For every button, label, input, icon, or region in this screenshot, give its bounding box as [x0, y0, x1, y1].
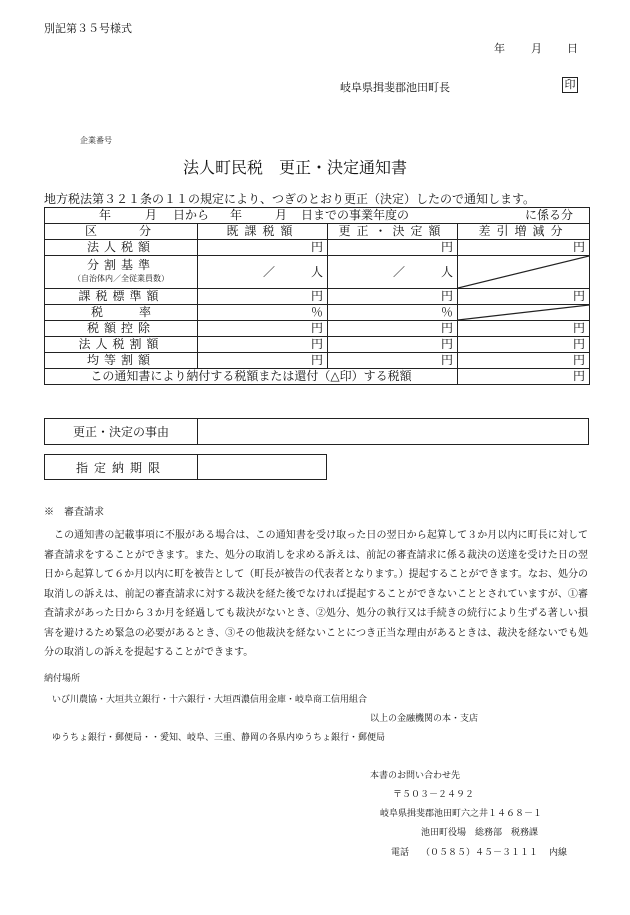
payment-label: 納付場所: [44, 674, 81, 684]
payment-line1: いび川農協・大垣共立銀行・十六銀行・大垣西濃信用金庫・岐阜商工信用組合: [52, 695, 368, 705]
cell-corrected: ／ 人: [328, 256, 458, 289]
cell-existing: ％: [198, 305, 328, 321]
row-sublabel: （自治体内／全従業員数）: [73, 274, 169, 283]
diagonal-line: [458, 305, 589, 320]
date-month-label: 月: [531, 42, 542, 55]
contact-label: 本書のお問い合わせ先: [370, 771, 461, 781]
period-month1: 月: [145, 208, 158, 222]
payment-line3: ゆうちょ銀行・郵便局・・愛知、岐阜、三重、静岡の各県内ゆうちょ銀行・郵便局: [52, 733, 386, 743]
period-row: [45, 208, 590, 224]
contact-postal: 〒５０３－２４９２: [393, 790, 475, 800]
date-day-label: 日: [567, 42, 578, 55]
deadline-box: [44, 454, 327, 480]
period-year1: 年: [99, 208, 112, 222]
row-label: 税 率: [45, 305, 198, 321]
header-existing: 既課税額: [198, 224, 328, 240]
row-label: 法人税額: [45, 240, 198, 256]
table-row: [45, 321, 590, 337]
table-row: [45, 337, 590, 353]
row-label-apportion: [45, 256, 198, 289]
contact-office: 池田町役場 総務部 税務課: [421, 828, 539, 838]
period-month2: 月: [275, 208, 288, 222]
row-label: 税額控除: [45, 321, 198, 337]
cell-existing: 円: [198, 353, 328, 369]
cell-corrected: 円: [328, 353, 458, 369]
payment-line2: 以上の金融機関の本・支店: [370, 714, 479, 724]
cell-existing: 円: [198, 240, 328, 256]
table-row: [45, 256, 590, 289]
appeal-heading: ※ 審査請求: [44, 507, 104, 518]
contact-extension: 内線: [549, 848, 568, 858]
cell-corrected: ％: [328, 305, 458, 321]
cell-corrected: 円: [328, 240, 458, 256]
cell-corrected: 円: [328, 337, 458, 353]
table-row: [45, 289, 590, 305]
cell-corrected: 円: [328, 289, 458, 305]
reason-box: [44, 418, 589, 445]
contact-address: 岐阜県揖斐郡池田町六之井１４６８－１: [380, 809, 543, 819]
total-row: [45, 369, 590, 385]
appeal-body: この通知書の記載事項に不服がある場合は、この通知書を受け取った日の翌日から起算して３か月以内に町長に対して審査請求をすることができます。また、処分の取消しを求める訴えは、前記の審査請求に係る裁決の送達を受けた日の翌日から起算して６か月以内に町を被告として（町長が被告の代表者となります。）提起することができます。なお、処分の取消しの訴えは、前記の審査請求に対する裁決を経た後でなければ提起することができないこととされていますが、①審査請求があった日から３か月を経過しても裁決がないとき、②処分、処分の執行又は手続きの続行により生ずる著しい損害を避けるため緊急の必要があるとき、③その他裁決を経ないことにつき正当な理由があるときは、裁決を経ないでも処分の取消しの訴えを提起することができます。: [44, 530, 588, 658]
row-label: 均等割額: [45, 353, 198, 369]
contact-phone: （０５８５）４５－３１１１: [421, 848, 539, 858]
cell-difference: 円: [458, 337, 590, 353]
header-row: [45, 224, 590, 240]
total-label: この通知書により納付する税額または還付（△印）する税額: [45, 369, 458, 385]
tax-table: [44, 207, 590, 385]
header-difference: 差引増減分: [458, 224, 590, 240]
cell-difference-void: [458, 256, 590, 289]
cell-corrected: 円: [328, 321, 458, 337]
period-from: 日から: [173, 208, 210, 222]
cell-existing: 円: [198, 321, 328, 337]
table-row: [45, 305, 590, 321]
period-year2: 年: [230, 208, 243, 222]
contact-phone-label: 電話: [391, 848, 410, 858]
cell-difference: 円: [458, 289, 590, 305]
header-corrected: 更正・決定額: [328, 224, 458, 240]
cell-difference: 円: [458, 353, 590, 369]
row-label: 課税標準額: [45, 289, 198, 305]
date-year-label: 年: [494, 42, 505, 55]
table-row: [45, 240, 590, 256]
cell-difference: 円: [458, 240, 590, 256]
form-id: 別記第３５号様式: [44, 22, 132, 35]
table-row: [45, 353, 590, 369]
cell-difference: 円: [458, 321, 590, 337]
reason-label: 更正・決定の事由: [45, 419, 198, 444]
row-label: 分割基準: [86, 258, 155, 272]
row-label: 法人税割額: [45, 337, 198, 353]
intro-text: 地方税法第３２１条の１１の規定により、つぎのとおり更正（決定）したので通知します。: [44, 192, 536, 206]
deadline-label: 指定納期限: [45, 455, 198, 479]
company-number-label: 企業番号: [80, 136, 112, 145]
cell-difference-void: [458, 305, 590, 321]
cell-existing: ／ 人: [198, 256, 328, 289]
header-category: 区 分: [45, 224, 198, 240]
total-unit: 円: [458, 369, 590, 385]
diagonal-line: [458, 256, 589, 288]
issuer-name: 岐阜県揖斐郡池田町長: [340, 81, 450, 94]
issuer-seal: 印: [562, 77, 578, 93]
page-title: 法人町民税 更正・決定通知書: [183, 158, 408, 177]
period-suffix: に係る分: [525, 208, 574, 222]
cell-existing: 円: [198, 337, 328, 353]
period-to: 日までの事業年度の: [301, 208, 410, 222]
cell-existing: 円: [198, 289, 328, 305]
